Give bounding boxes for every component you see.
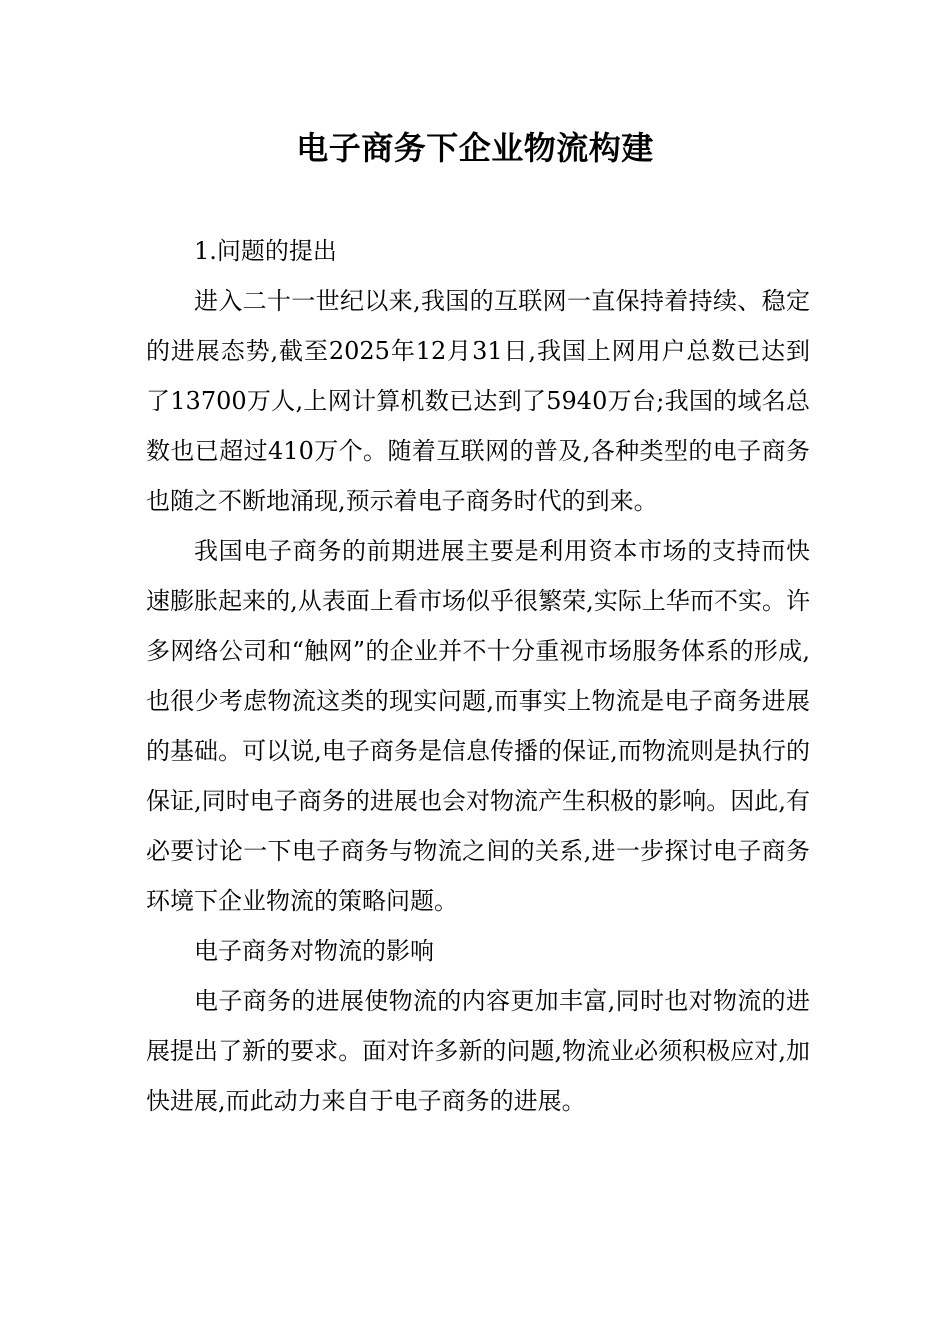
paragraph-ecommerce-impact: 电子商务的进展使物流的内容更加丰富,同时也对物流的进展提出了新的要求。面对许多新的问题,物流业必须积极应对,加快进展,而此动力来自于电子商务的进展。 xyxy=(146,987,810,1115)
paragraph-internet-growth: 进入二十一世纪以来,我国的互联网一直保持着持续、稳定的进展态势,截至2025年12月31日,我国上网用户总数已达到了13700万人,上网计算机数已达到了5940万台;我国的域名总数也已超过410万个。随着互联网的普及,各种类型的电子商务也随之不断地涌现,预示着电子商务时代的到来。 xyxy=(146,287,810,515)
paragraph-ecommerce-logistics: 我国电子商务的前期进展主要是利用资本市场的支持而快速膨胀起来的,从表面上看市场似乎很繁荣,实际上华而不实。许多网络公司和“触网”的企业并不十分重视市场服务体系的形成,也很少考虑物流这类的现实问题,而事实上物流是电子商务进展的基础。可以说,电子商务是信息传播的保证,而物流则是执行的保证,同时电子商务的进展也会对物流产生积极的影响。因此,有必要讨论一下电子商务与物流之间的关系,进一步探讨电子商务环境下企业物流的策略问题。 xyxy=(146,537,810,915)
document-title: 电子商务下企业物流构建 xyxy=(296,129,654,167)
section-heading-impact: 电子商务对物流的影响 xyxy=(194,937,434,965)
section-heading-problem: 1.问题的提出 xyxy=(194,237,337,265)
document-body xyxy=(146,226,810,1126)
